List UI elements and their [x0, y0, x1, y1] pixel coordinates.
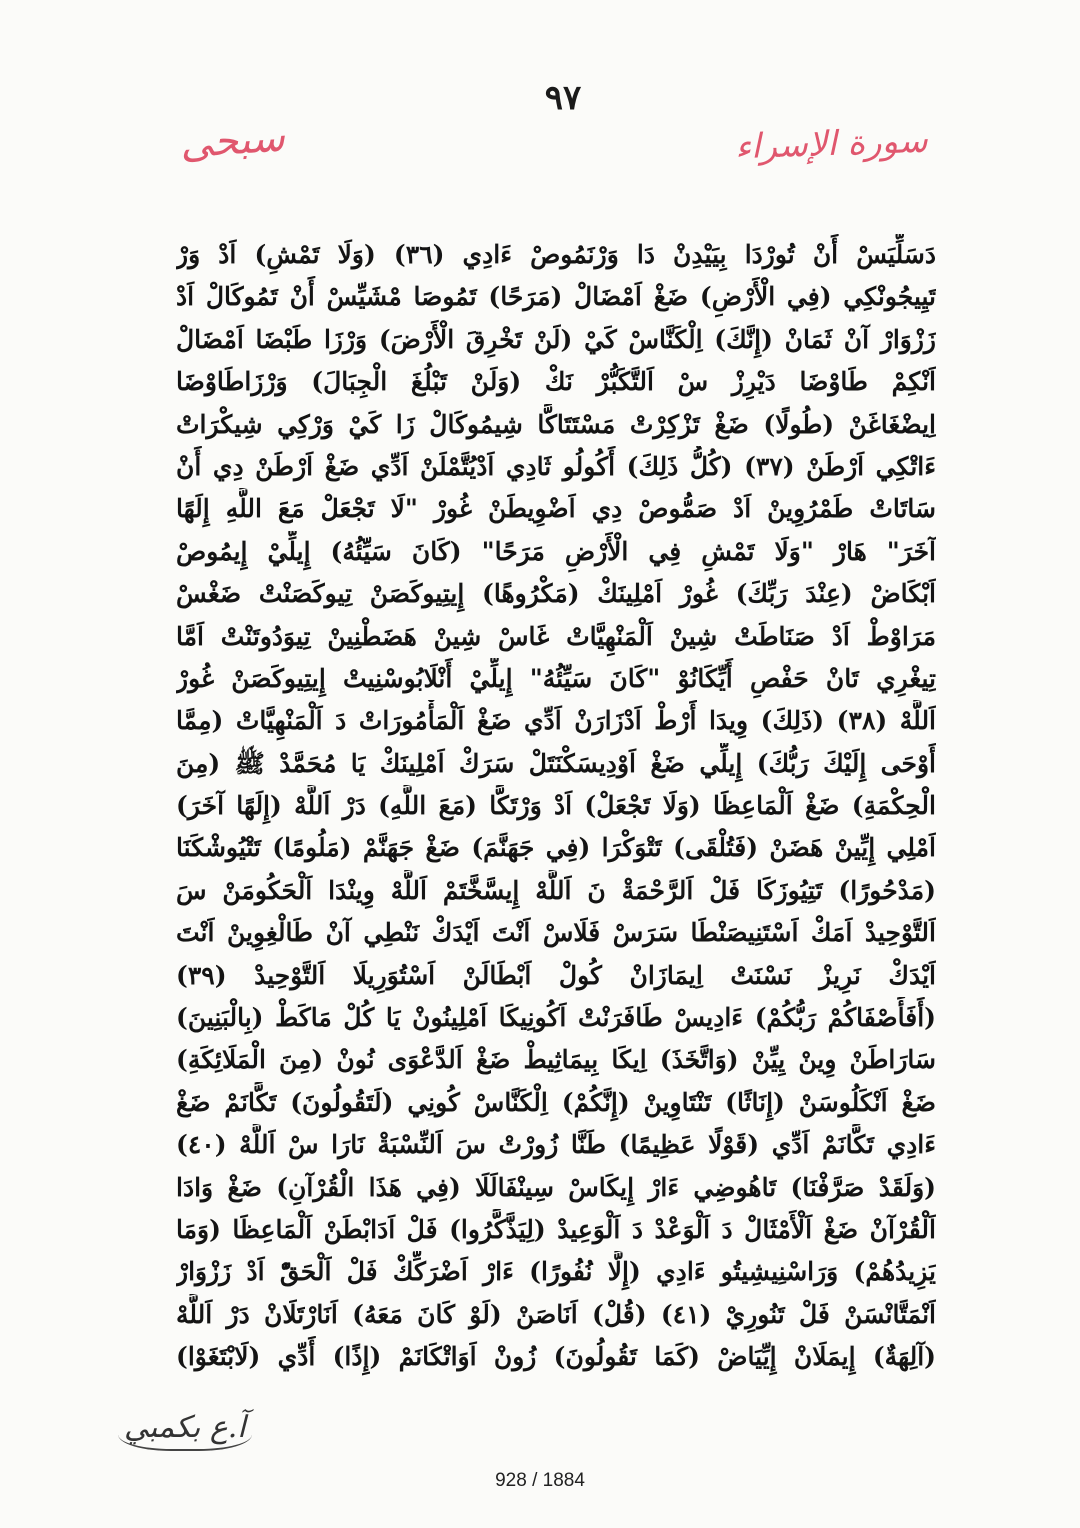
text-line: تَيِيجُونْكِي (فِي الْأَرْضِ) ضَغْ اَمْضَالْ (مَرَحًا) تَمُوصَا مْشَيِّسْ أَنْ تَمُوكَالْ اَدْ — [176, 282, 936, 312]
text-line: سَارَاطَنْ وِينْ يِيِّنْ (وَاتَّخَذَ) اِيكَا بِيمَاثِيطْ ضَغْ اَلدَّعْوَى نُونْ (مِنَ الْمَلَائِكَةِ) — [176, 1045, 936, 1075]
text-line: اَيْدَكْ نَرِيزْ نَسْنَتْ اِيمَازَانْ كُولْ اَبْطَالَنْ اَسْتُوَرِيلَا اَلتَّوْحِيدْ (٣٩) — [176, 960, 936, 990]
text-line: اِيضْغَاغَنْ (طُولًا) ضَغْ تَزْكِرْتْ مَسْتَتَاكَّا شِيمُوكَالْ زَا كَيْ وَرْكِي شِيكْرَاتْ — [176, 409, 936, 439]
text-line: (مَدْحُورًا) تَتِيُوزَكَا فَلْ اَلرَّحْمَةْ نَ اَللَّهْ إِيسَّخَّتَمْ اَللَّهْ وِينْدَا اَلْحَكُومَنْ سَ — [176, 875, 936, 905]
text-line: ءَاتْكِي اَرْطَنْ (٣٧) (كُلُّ ذَلِكَ) أَكُولُو ثَادِي اَدْيُتَّمْلَنْ اَدِّي ضَغْ اَرْطَنْ دِي أَنْ — [176, 451, 936, 481]
text-line: تِيغْرِي تَانْ حَفْصِ أَيِّكَانُوْ "كَانَ سَيِّئُهُ" إِيلِّيْ أَنْلَابُوسْنِيتْ إِيتِيوكَصَنْ غُورْ — [176, 663, 936, 693]
text-line: مَرَاوْطْ اَدْ صَنَاطَتْ شِينْ اَلْمَنْهِيَّاتْ غَاسْ شِينْ هَضَطْنِينْ تِيوَدُوتَنْتْ اَمَّا — [176, 621, 936, 651]
text-line: اَمْلِي إِيِّينْ هَضَنْ (فَتُلْقَى) تَتْوَكْرَا (فِي جَهَنَّمَ) ضَغْ جَهَنَّمْ (مَلُومًا) تَتْيُوشْكَنَا — [176, 833, 936, 863]
text-line: اَلتَّوْحِيدْ اَمَكْ اَسْتَنِيصَنْطَا سَرَسْ فَلَاسْ اَنْتَ اَيْدَكْ نَنْطِي آنْ طَالْغِوِينْ اَنْتَ — [176, 918, 936, 948]
text-line: دَسَلِّيَسْ أَنْ تُورْدَا بِيَيْدِنْ دَا وَرْنَمُوصْ ءَادِي (٣٦) (وَلَا تَمْشِ) اَدْ وَرْ — [176, 240, 936, 269]
tafsir-text-block — [176, 234, 936, 1379]
handwritten-annotation-left: سبحى — [178, 114, 287, 168]
text-line: سَاتَاتْ طَمْرُوِينْ اَدْ صَمُّوصْ دِي اَضْوِيطَنْ غُورْ "لَا تَجْعَلْ مَعَ اللَّهِ إِلَهًا — [176, 494, 936, 524]
text-line: (وَلَقَدْ صَرَّفْنَا) تَاهُوضِي ءَارْ إِيكَاسْ سِينْفَالَلَا (فِي هَذَا الْقُرْآنِ) ضَغْ وَادَا — [176, 1172, 936, 1202]
text-line: ءَادِي تَكَّانَمْ اَدِّي (قَوْلًا عَظِيمًا) طَنَّا زُورْتْ سَ اَلنِّسْبَةْ نَارَا سْ اَللَّهْ (٤٠) — [176, 1130, 936, 1160]
text-line: (آلِهَةٌ) إِيمَلَانْ إِيِّيَاضْ (كَمَا تَقُولُونَ) زُونْ اَوَاتْكَانَمْ (إِذًا) أَدِّي (لَابْتَغَوْا) — [176, 1342, 936, 1372]
text-line: يَزِيدُهُمْ) وَرَاسْنِيشِيتُو ءَادِي (إِلَّا نُفُورًا) ءَارْ اَضْرَكِّكْ فَلْ اَلْحَقّْ اَدْ زَزْوَارْ — [176, 1257, 936, 1287]
text-line: زَزْوَارْ آنْ ثَمَانْ (إِنَّكَ) اِلْكَنَّاسْ كَيْ (لَنْ تَخْرِقَ الْأَرْضَ) وَرْزَا طَبْضَا اَمْضَالْ — [176, 324, 936, 354]
handwritten-signature: آ.ع بكمبي — [118, 1410, 252, 1451]
page-number: ٩٧ — [544, 78, 582, 118]
text-line: اَنْكِمْ طَاوْضَا دَيْرِزْ سْ اَلتَّكَبُّرْ نَكْ (وَلَنْ تَبْلُغَ الْجِبَالَ) وَرْزَاطَاوْضَا — [176, 367, 936, 397]
text-line: آخَرَ" هَارْ "وَلَا تَمْشِ فِي الْأَرْضِ مَرَحًا" (كَانَ سَيِّئُهُ) إِيلِّيْ إِيمُوصْ — [176, 536, 936, 566]
text-line: اَنْمَتَّانْسَنْ فَلْ تَنُورِيْ (٤١) (قُلْ) اَنَاصَنْ (لَوْ كَانَ مَعَهُ) اَنَارْتَلَانْ دَرْ اَللَّهْ — [176, 1299, 936, 1329]
text-line: اَبْكَاضْ (عِنْدَ رَبِّكَ) غُورْ اَمْلِينَكْ (مَكْرُوهًا) إِيتِيوكَصَنْ تِيوكَصَنْتْ ضَغْسْ — [176, 579, 936, 609]
text-line: اَللَّهْ (٣٨) (ذَلِكَ) وِيدَا أَرْطْ اَدْزَارَنْ اَدِّي ضَغْ اَلْمَأْمُورَاتْ دَ اَلْمَنْهِيَّاتْ (مِمَّا — [176, 706, 936, 736]
text-line: ضَغْ اَنْكَلُوسَنْ (إِنَاثًا) تَنْتَاوِينْ (إِنَّكُمْ) اِلْكَنَّاسْ كُونِي (لَتَقُولُونَ) تَكَّانَمْ ضَغْ — [176, 1087, 936, 1117]
page-count-indicator: 928 / 1884 — [495, 1470, 585, 1491]
text-line: (أَفَأَصْفَاكُمْ رَبُّكُمْ) ءَادِيسْ طَافَرَنْتْ اَكُونِيكَا اَمْلِينُونْ يَا كُلْ مَاكَطْ (بِالْبَنِينَ) — [176, 1003, 936, 1033]
handwritten-annotation-right: سورة الإسراء — [734, 120, 929, 168]
text-line: الْحِكْمَةِ) ضَغْ اَلْمَاعِظَا (وَلَا تَجْعَلْ) اَدْ وَرْتَكَّا (مَعَ اللَّهِ) دَرْ اَللَّهْ (إِلَهًا آخَرَ) — [176, 791, 936, 821]
text-line: اَلْقُرْآنْ ضَغْ اَلْأَمْثَالْ دَ اَلْوَعْدْ دَ اَلْوَعِيدْ (لِيَذَّكَّرُوا) فَلْ اَدَابْطَنْ اَلْمَاعِظَا (وَمَا — [176, 1214, 936, 1244]
text-line: أَوْحَى إِلَيْكَ رَبُّكَ) إِيلِّي ضَغْ اَوْدِيسَكْنَتَلْ سَرَكْ اَمْلِينَكْ يَا مُحَمَّدْ ﷺ (مِنَ — [176, 748, 936, 778]
